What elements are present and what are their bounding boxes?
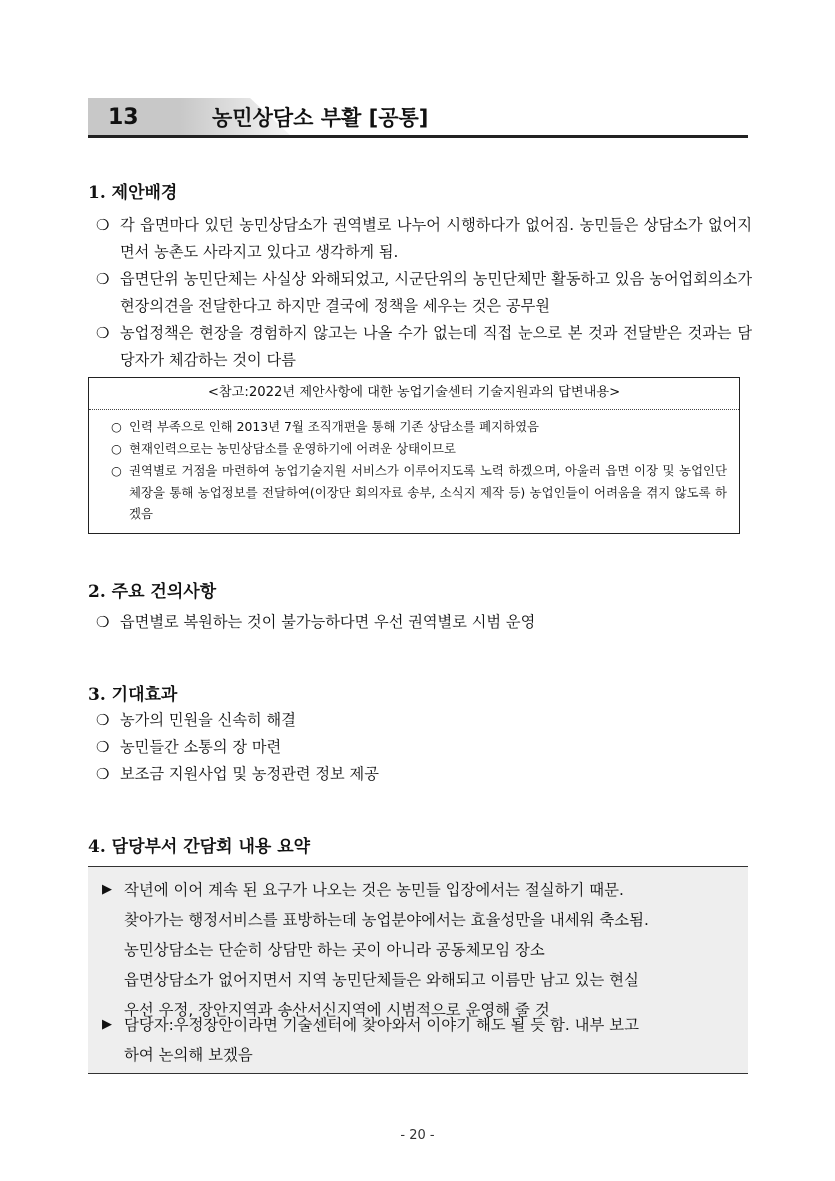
circle-bullet-icon: ❍ <box>96 765 110 783</box>
summary-item: ▶ 작년에 이어 계속 된 요구가 나오는 것은 농민들 입장에서는 절실하기 때문. 찾아가는 행정서비스를 표방하는데 농업분야에서는 효율성만을 내세워 축소됨. 농민상담소는 단순히 상담만 하는 곳이 아니라 공동체모임 장소 읍면상담소가 없어지면서 지역 농민단체들은 와해되고 이름만 남고 있는 현실 우선 우정, 장안지역과 송산서신지역에 시범적으로 운영해 줄 것 <box>102 875 736 1025</box>
page-number: - 20 - <box>400 1128 435 1143</box>
section-number: 13 <box>88 98 180 138</box>
reference-title: <참고:2022년 제안사항에 대한 농업기술센터 기술지원과의 답변내용> <box>89 378 739 410</box>
circle-bullet-icon: ❍ <box>96 324 110 342</box>
summary-item: ▶ 담당자:우정장안이라면 기술센터에 찾아와서 이야기 해도 될 듯 함. 내부 보고 하여 논의해 보겠음 <box>102 1010 736 1070</box>
meeting-summary-box <box>88 866 748 1074</box>
triangle-bullet-icon: ▶ <box>102 1017 112 1032</box>
triangle-bullet-icon: ▶ <box>102 882 112 897</box>
list-item: ❍ 각 읍면마다 있던 농민상담소가 권역별로 나누어 시행하다가 없어짐. 농민들은 상담소가 없어지면서 농촌도 사라지고 있다고 생각하게 됨. <box>96 212 752 266</box>
reference-item: ○ 권역별로 거점을 마련하여 농업기술지원 서비스가 이루어지도록 노력 하겠으며, 아울러 읍면 이장 및 농업인단체장을 통해 농업정보를 전달하여(이장단 회의자료 송부, 소식지 제작 등) 농업인들이 어려움을 겪지 않도록 하겠음 <box>111 460 727 525</box>
section-title-suggestions: 2. 주요 건의사항 <box>88 582 217 602</box>
list-item: ❍ 농업정책은 현장을 경험하지 않고는 나올 수가 없는데 직접 눈으로 본 것과 전달받은 것과는 담당자가 체감하는 것이 다름 <box>96 320 752 374</box>
section-title-meeting-summary: 4. 담당부서 간담회 내용 요약 <box>88 837 311 857</box>
reference-item: ○ 인력 부족으로 인해 2013년 7월 조직개편을 통해 기존 상담소를 폐지하였음 <box>111 416 727 438</box>
circle-bullet-icon: ❍ <box>96 711 110 729</box>
section-title-background: 1. 제안배경 <box>88 183 178 203</box>
reference-item: ○ 현재인력으로는 농민상담소를 운영하기에 어려운 상태이므로 <box>111 438 727 460</box>
list-item: ❍ 읍면별로 복원하는 것이 불가능하다면 우선 권역별로 시범 운영 <box>96 609 752 636</box>
reference-box <box>88 377 740 534</box>
small-circle-bullet-icon: ○ <box>111 463 122 478</box>
section-title-effects: 3. 기대효과 <box>88 685 178 705</box>
list-item: ❍ 농민들간 소통의 장 마련 <box>96 734 752 761</box>
small-circle-bullet-icon: ○ <box>111 419 122 434</box>
page-title: 농민상담소 부활 [공통] <box>212 106 429 130</box>
list-item: ❍ 보조금 지원사업 및 농정관련 정보 제공 <box>96 761 752 788</box>
list-item: ❍ 농가의 민원을 신속히 해결 <box>96 707 752 734</box>
small-circle-bullet-icon: ○ <box>111 441 122 456</box>
circle-bullet-icon: ❍ <box>96 738 110 756</box>
circle-bullet-icon: ❍ <box>96 270 110 288</box>
circle-bullet-icon: ❍ <box>96 216 110 234</box>
circle-bullet-icon: ❍ <box>96 613 110 631</box>
list-item: ❍ 읍면단위 농민단체는 사실상 와해되었고, 시군단위의 농민단체만 활동하고 있음 농어업회의소가 현장의견을 전달한다고 하지만 결국에 정책을 세우는 것은 공무원 <box>96 266 752 320</box>
